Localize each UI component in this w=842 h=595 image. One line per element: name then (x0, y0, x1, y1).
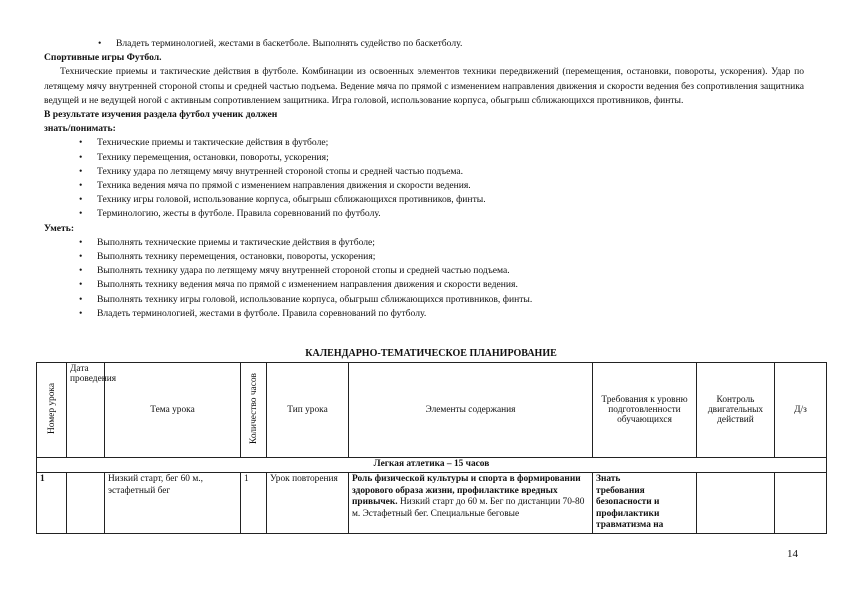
list-item: • Терминологию, жесты в футболе. Правила соревнований по футболу. (79, 207, 804, 221)
can-label: Уметь: (44, 222, 75, 234)
section-paragraph: Технические приемы и тактические действия в футболе. Комбинации из освоенных элементов техники передвижений (перемещения, остановки, повороты, ускорения). Удар по летящему мячу внутренней стороной стопы и средней частью подъема. Ведение мяча по прямой с изменением направления движения и скорости ведения без сопротивления защитника ведущей и не ведущей ногой с активным сопротивлением защитника. Игра головой, использование корпуса, обыгрыш сближающихся противников, финты. (44, 66, 804, 106)
header-requirements: Требования к уровню подготовленности обучающихся (593, 363, 697, 458)
list-item: • Выполнять технические приемы и тактические действия в футболе; (79, 236, 804, 250)
list-item: • Выполнять технику игры головой, использование корпуса, обыгрыш сближающихся противников, финты. (79, 293, 804, 307)
header-lesson-type: Тип урока (267, 363, 349, 458)
list-item: • Техника ведения мяча по прямой с изменением направления движения и скорости ведения. (79, 179, 804, 193)
section-title: Спортивные игры Футбол. (44, 52, 162, 64)
requirements-text: требования безопасности и профилактики травматизма на (596, 485, 664, 530)
elements-text: Низкий старт до 60 м. Бег по дистанции 70-80 м. Эстафетный бег. Специальные беговые (352, 497, 585, 519)
cell-elements (349, 473, 593, 534)
header-control: Контроль двигательных действий (697, 363, 775, 458)
table-row (37, 473, 827, 534)
know-list (44, 136, 804, 221)
header-homework: Д/з (775, 363, 827, 458)
can-list (44, 236, 804, 321)
intro-bullet-list (44, 37, 804, 51)
plan-title: КАЛЕНДАРНО-ТЕМАТИЧЕСКОЕ ПЛАНИРОВАНИЕ (305, 348, 557, 359)
document-body (44, 37, 804, 321)
cell-date (67, 473, 105, 534)
know-label: знать/понимать: (44, 123, 116, 135)
table-header-row (37, 363, 827, 458)
list-item: • Технику игры головой, использование корпуса, обыгрыш сближающихся противников, финты. (79, 193, 804, 207)
header-date: Дата проведения (67, 363, 105, 458)
list-item: • Технику удара по летящему мячу внутренней стороной стопы и средней частью подъема. (79, 165, 804, 179)
section-row (37, 458, 827, 473)
list-item: • Технические приемы и тактические действия в футболе; (79, 136, 804, 150)
result-line: В результате изучения раздела футбол ученик должен (44, 109, 278, 121)
list-item: • Владеть терминологией, жестами в баскетболе. Выполнять судейство по баскетболу. (98, 37, 804, 51)
cell-number: 1 (37, 473, 67, 534)
page-number: 14 (787, 548, 798, 560)
list-item: • Выполнять технику удара по летящему мячу внутренней стороной стопы и средней частью подъема. (79, 264, 804, 278)
list-item: • Технику перемещения, остановки, повороты, ускорения; (79, 151, 804, 165)
requirements-label: Знать (596, 474, 621, 484)
cell-hours: 1 (241, 473, 267, 534)
header-hours: Количество часов (241, 363, 267, 458)
cell-type: Урок повторения (267, 473, 349, 534)
list-item: • Выполнять технику перемещения, остановки, повороты, ускорения; (79, 250, 804, 264)
section-label: Легкая атлетика – 15 часов (37, 458, 827, 473)
header-content-elements: Элементы содержания (349, 363, 593, 458)
list-item: • Владеть терминологией, жестами в футболе. Правила соревнований по футболу. (79, 307, 804, 321)
cell-requirements (593, 473, 697, 534)
cell-topic: Низкий старт, бег 60 м., эстафетный бег (105, 473, 241, 534)
elements-bold-text: Роль физической культуры и спорта в формировании здорового образа жизни, профилактике вредных привычек. (352, 474, 581, 507)
list-item: • Выполнять технику ведения мяча по прямой с изменением направления движения и скорости ведения. (79, 278, 804, 292)
header-lesson-number: Номер урока (37, 363, 67, 458)
header-topic: Тема урока (105, 363, 241, 458)
cell-homework (775, 473, 827, 534)
cell-control (697, 473, 775, 534)
plan-table (36, 362, 827, 534)
